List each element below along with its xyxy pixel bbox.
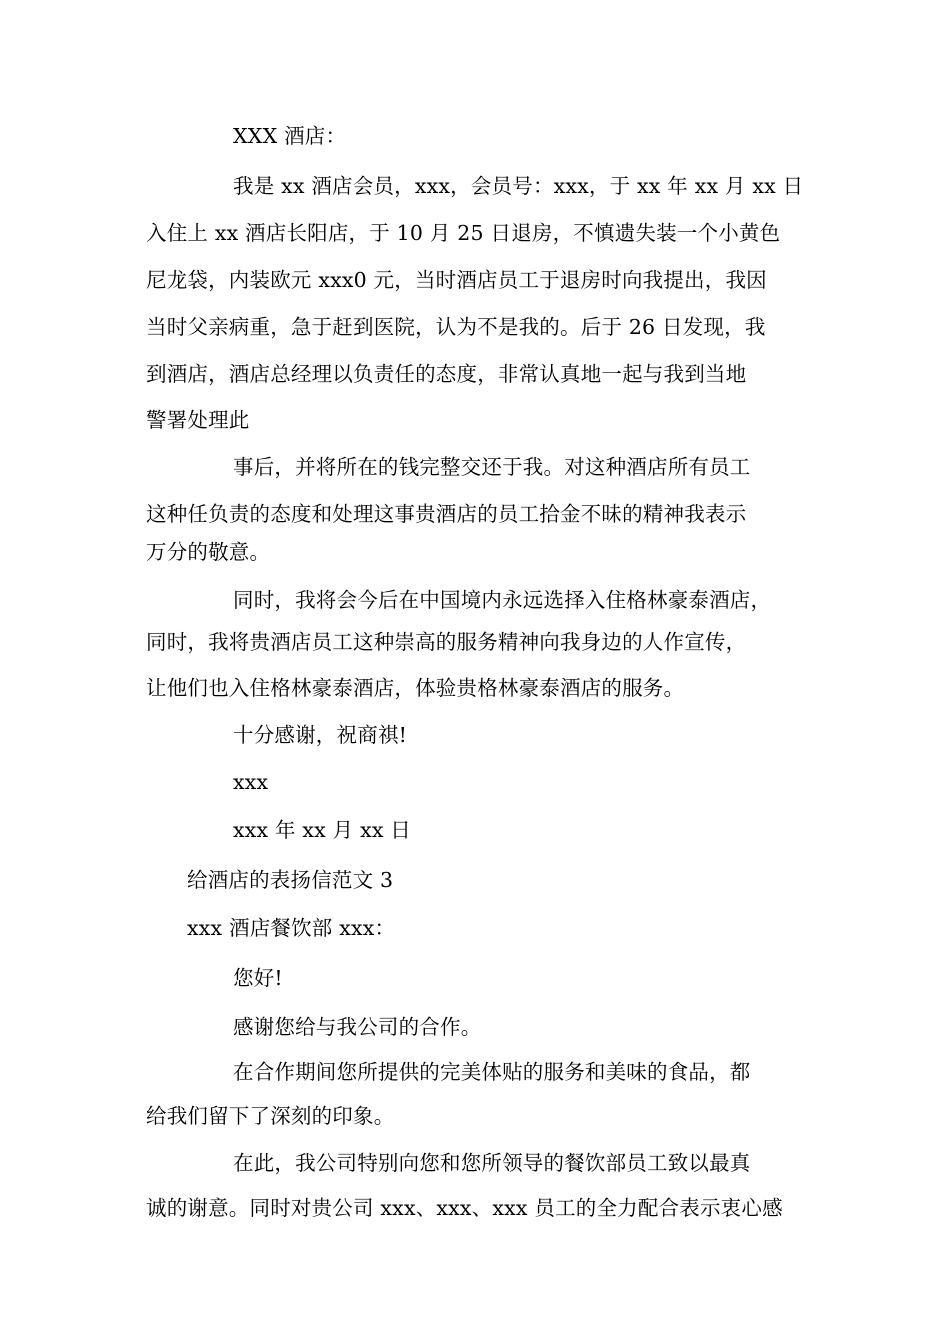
closing-line: 十分感谢，祝商祺! [233, 723, 408, 747]
paragraph-line: 事后，并将所在的钱完整交还于我。对这种酒店所有员工 [233, 455, 751, 479]
paragraph-line: 在此，我公司特别向您和您所领导的餐饮部员工致以最真 [233, 1151, 751, 1175]
paragraph-line: 同时，我将会今后在中国境内永远选择入住格林豪泰酒店， [233, 588, 772, 612]
paragraph-line: 万分的敬意。 [146, 540, 271, 564]
signature-name: xxx [233, 770, 269, 794]
paragraph-line: 警署处理此 [146, 408, 250, 432]
greeting-line: 您好! [233, 966, 283, 990]
signature-date: xxx 年 xx 月 xx 日 [233, 818, 412, 842]
salutation-line: xxx 酒店餐饮部 xxx： [187, 916, 396, 940]
paragraph-line: 到酒店，酒店总经理以负责任的态度，非常认真地一起与我到当地 [146, 362, 747, 386]
paragraph-line: 尼龙袋，内装欧元 xxx0 元，当时酒店员工于退房时向我提出，我因 [146, 268, 767, 292]
paragraph-line: 这种任负责的态度和处理这事贵酒店的员工拾金不昧的精神我表示 [146, 502, 747, 526]
paragraph-line: 同时，我将贵酒店员工这种崇高的服务精神向我身边的人作宣传， [146, 630, 747, 654]
paragraph-line: 诚的谢意。同时对贵公司 xxx、xxx、xxx 员工的全力配合表示衷心感 [146, 1196, 783, 1220]
paragraph-line: 感谢您给与我公司的合作。 [233, 1015, 482, 1039]
paragraph-line: 在合作期间您所提供的完美体贴的服务和美味的食品，都 [233, 1060, 751, 1084]
salutation-line: XXX 酒店： [233, 124, 347, 148]
paragraph-line: 我是 xx 酒店会员，xxx，会员号：xxx，于 xx 年 xx 月 xx 日 [233, 174, 804, 198]
paragraph-line: 当时父亲病重，急于赶到医院，认为不是我的。后于 26 日发现，我 [146, 315, 766, 339]
paragraph-line: 给我们留下了深刻的印象。 [146, 1104, 395, 1128]
section-heading: 给酒店的表扬信范文 3 [187, 868, 394, 892]
paragraph-line: 入住上 xx 酒店长阳店，于 10 月 25 日退房，不慎遗失装一个小黄色 [146, 221, 781, 245]
paragraph-line: 让他们也入住格林豪泰酒店，体验贵格林豪泰酒店的服务。 [146, 676, 685, 700]
